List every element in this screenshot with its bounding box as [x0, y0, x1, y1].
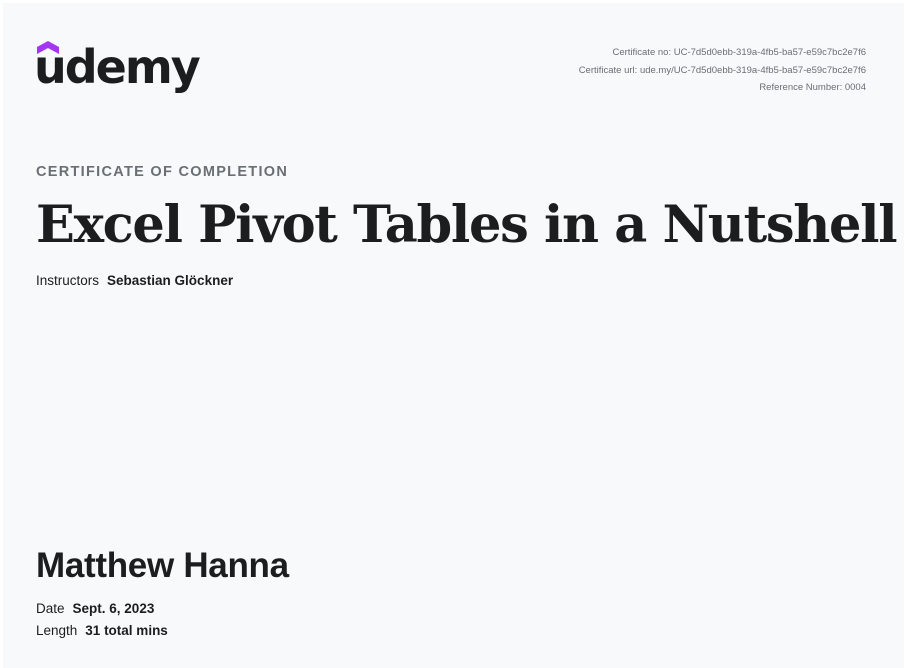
- certificate-meta: [579, 44, 866, 97]
- certificate-url-label: Certificate url:: [578, 64, 638, 76]
- instructor-name: Sebastian Glöckner: [107, 273, 234, 288]
- certificate-number: UC-7d5d0ebb-319a-4fb5-ba57-e59c7bc2e7f6: [673, 47, 866, 58]
- instructors-line: [36, 273, 233, 288]
- reference-number-line: [579, 79, 866, 97]
- instructors-label: Instructors: [36, 273, 100, 288]
- date-label: Date: [36, 601, 65, 616]
- certificate-number-label: Certificate no:: [612, 47, 672, 58]
- date-line: [36, 601, 154, 616]
- certificate-url: ude.my/UC-7d5d0ebb-319a-4fb5-ba57-e59c7bc2e7f6: [639, 64, 866, 76]
- certificate: [3, 3, 904, 668]
- date-value: Sept. 6, 2023: [72, 601, 155, 616]
- reference-number: 0004: [844, 82, 866, 93]
- certificate-url-line: [579, 62, 866, 80]
- course-title: Excel Pivot Tables in a Nutshell: [36, 195, 897, 255]
- recipient-name: Matthew Hanna: [36, 546, 289, 585]
- certificate-number-line: [579, 44, 866, 62]
- udemy-logo: [34, 39, 199, 101]
- reference-number-label: Reference Number:: [759, 82, 843, 93]
- logo-wordmark: udemy: [34, 40, 199, 94]
- length-label: Length: [36, 623, 78, 638]
- length-value: 31 total mins: [85, 623, 168, 638]
- certificate-heading: CERTIFICATE OF COMPLETION: [36, 164, 289, 180]
- length-line: [36, 623, 168, 638]
